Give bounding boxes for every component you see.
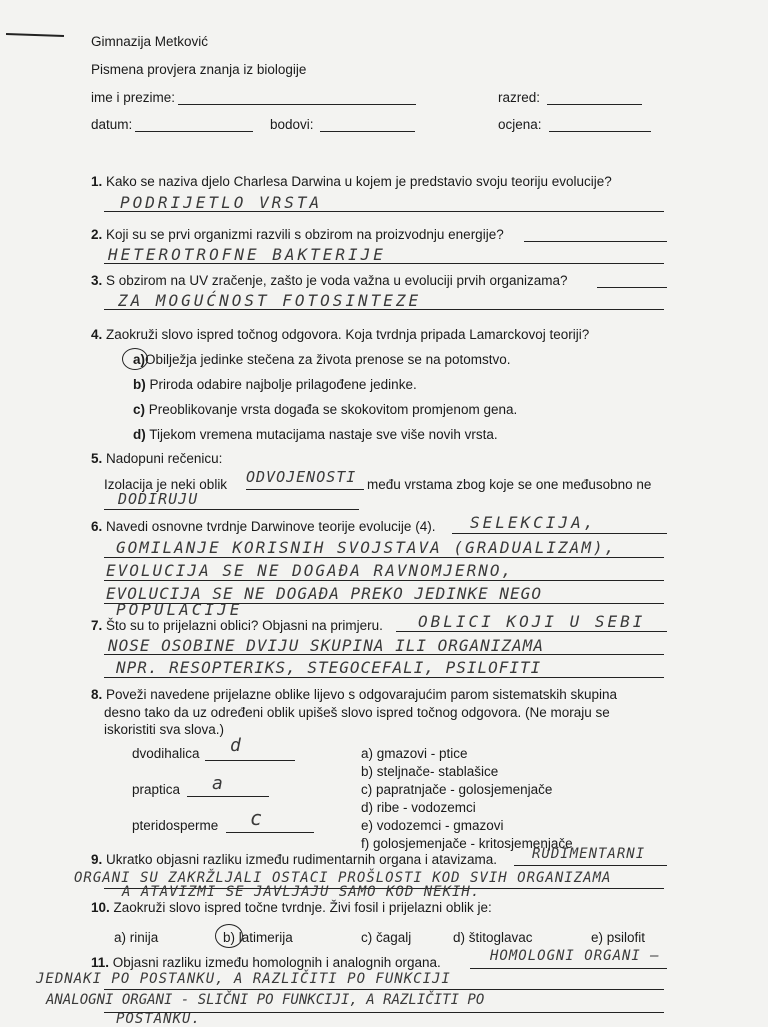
answer-line [524,241,667,242]
date-field[interactable] [135,131,253,132]
question-8: 8. Poveži navedene prijelazne oblike lijevo s odgovarajućim parom sistematskih skupina [91,687,618,702]
option-4c[interactable]: c) Preoblikovanje vrsta događa se skokovitom promjenom gena. [133,402,518,417]
question-8-line-2: desno tako da uz određeni oblik upišeš slovo ispred točnog odgovora. (Ne moraju se [104,705,610,720]
q8-right-option-f: f) golosjemenjače - kritosjemenjače [361,836,573,851]
option-10d[interactable]: d) štitoglavac [453,930,533,945]
name-label: ime i prezime: [91,90,176,105]
answer-1: PODRIJETLO VRSTA [120,193,323,212]
answer-6-line-3: EVOLUCIJA SE NE DOGAĐA RAVNOMJERNO, [106,561,514,580]
q8-left-label-2: praptica [132,782,181,797]
question-7: 7. Što su to prijelazni oblici? Objasni na primjeru. [91,618,383,633]
answer-9-line-3: A ATAVIZMI SE JAVLJAJU SAMO KOD NEKIH. [122,884,481,900]
answer-9-line-2: ORGANI SU ZAKRŽLJALI OSTACI PROŠLOSTI KOD SVIH ORGANIZAMA [74,870,612,886]
q8-left-answer-2: a [212,773,226,794]
answer-line [104,654,664,655]
answer-line [104,211,664,212]
points-label: bodovi: [270,117,314,132]
answer-11-line-3: ANALOGNI ORGANI - SLIČNI PO FUNKCIJI, A RAZLIČITI PO [46,992,485,1008]
answer-11-line-2: JEDNAKI PO POSTANKU, A RAZLIČITI PO FUNKCIJI [36,971,451,987]
question-10: 10. Zaokruži slovo ispred točne tvrdnje. Živi fosil i prijelazni oblik je: [91,900,492,915]
answer-line [104,677,664,678]
option-4a[interactable]: a)Obilježja jedinke stečena za života prenose se na potomstvo. [133,352,511,367]
answer-9-line-1: RUDIMENTARNI [532,846,646,862]
answer-11-line-4: POSTANKU. [116,1011,201,1027]
question-1: 1. Kako se naziva djelo Charlesa Darwina u kojem je predstavio svoju teoriju evolucije? [91,174,612,189]
answer-line [104,1012,664,1013]
answer-line [514,865,667,866]
answer-line [396,631,667,632]
question-9: 9. Ukratko objasni razliku između rudimentarnih organa i atavizama. [91,852,497,867]
option-10c[interactable]: c) čagalj [361,930,412,945]
answer-line [104,309,664,310]
answer-6-line-2: GOMILANJE KORISNIH SVOJSTAVA (GRADUALIZAM), [116,538,617,557]
answer-line [104,263,664,264]
q8-right-option-e: e) vodozemci - gmazovi [361,818,504,833]
answer-field[interactable] [187,796,269,797]
question-5: 5. Nadopuni rečenicu: [91,451,223,466]
grade-field[interactable] [549,131,651,132]
option-4b[interactable]: b) Priroda odabire najbolje prilagođene jedinke. [133,377,417,392]
pen-mark [6,33,64,37]
answer-line [104,509,359,510]
answer-7-line-2: NOSE OSOBINE DVIJU SKUPINA ILI ORGANIZAMA [108,636,544,655]
question-3: 3. S obzirom na UV zračenje, zašto je voda važna u evoluciji prvih organizama? [91,273,568,288]
option-10e[interactable]: e) psilofit [591,930,646,945]
q5-fill1: ODVOJENOSTI [246,468,357,486]
question-6: 6. Navedi osnovne tvrdnje Darwinove teorije evolucije (4). [91,519,436,534]
answer-line [452,533,667,534]
grade-label: ocjena: [498,117,542,132]
class-field[interactable] [547,104,642,105]
answer-3: ZA MOGUĆNOST FOTOSINTEZE [118,291,422,310]
option-10b[interactable]: b) latimerija [223,930,293,945]
q8-right-option-c: c) papratnjače - golosjemenjače [361,782,553,797]
answer-6-line-5: POPULACIJE [116,600,243,619]
q5-part2: među vrstama zbog koje se one međusobno ne [367,477,652,492]
answer-6-line-4: EVOLUCIJA SE NE DOGAĐA PREKO JEDINKE NEGO [106,584,542,603]
answer-line [597,287,667,288]
q8-left-label-1: dvodihalica [132,746,200,761]
q8-right-option-d: d) ribe - vodozemci [361,800,476,815]
answer-line [104,989,664,990]
answer-2: HETEROTROFNE BAKTERIJE [108,245,386,264]
q8-right-option-a: a) gmazovi - ptice [361,746,468,761]
points-field[interactable] [320,131,415,132]
date-label: datum: [91,117,133,132]
q8-left-answer-3: c [250,806,266,830]
question-8-line-3: iskoristiti sva slova.) [104,722,225,737]
answer-11-line-1: HOMOLOGNI ORGANI – [490,948,660,964]
q8-left-answer-1: d [230,735,244,756]
answer-line [104,580,664,581]
class-label: razred: [498,90,541,105]
question-2: 2. Koji su se prvi organizmi razvili s obzirom na proizvodnju energije? [91,227,504,242]
answer-line [470,968,667,969]
answer-7-line-1: OBLICI KOJI U SEBI [418,612,646,631]
answer-line [104,557,664,558]
q8-right-option-b: b) steljnače- stablašice [361,764,499,779]
answer-7-line-3: NPR. RESOPTERIKS, STEGOCEFALI, PSILOFITI [116,658,542,677]
answer-line [246,489,364,490]
question-4: 4. Zaokruži slovo ispred točnog odgovora. Koja tvrdnja pripada Lamarckovoj teoriji? [91,327,590,342]
q8-left-label-3: pteridosperme [132,818,219,833]
option-4d[interactable]: d) Tijekom vremena mutacijama nastaje sve više novih vrsta. [133,427,498,442]
q5-part1: Izolacija je neki oblik [104,477,228,492]
option-10a[interactable]: a) rinija [114,930,159,945]
answer-6-line-1: SELEKCIJA, [470,513,597,532]
answer-field[interactable] [205,760,295,761]
school-name: Gimnazija Metković [91,34,209,49]
q5-fill2: DODIRUJU [118,490,199,508]
name-field[interactable] [178,104,416,105]
page-title: Pismena provjera znanja iz biologije [91,62,307,77]
question-11: 11. Objasni razliku između homolognih i analognih organa. [91,955,441,970]
answer-field[interactable] [226,832,314,833]
